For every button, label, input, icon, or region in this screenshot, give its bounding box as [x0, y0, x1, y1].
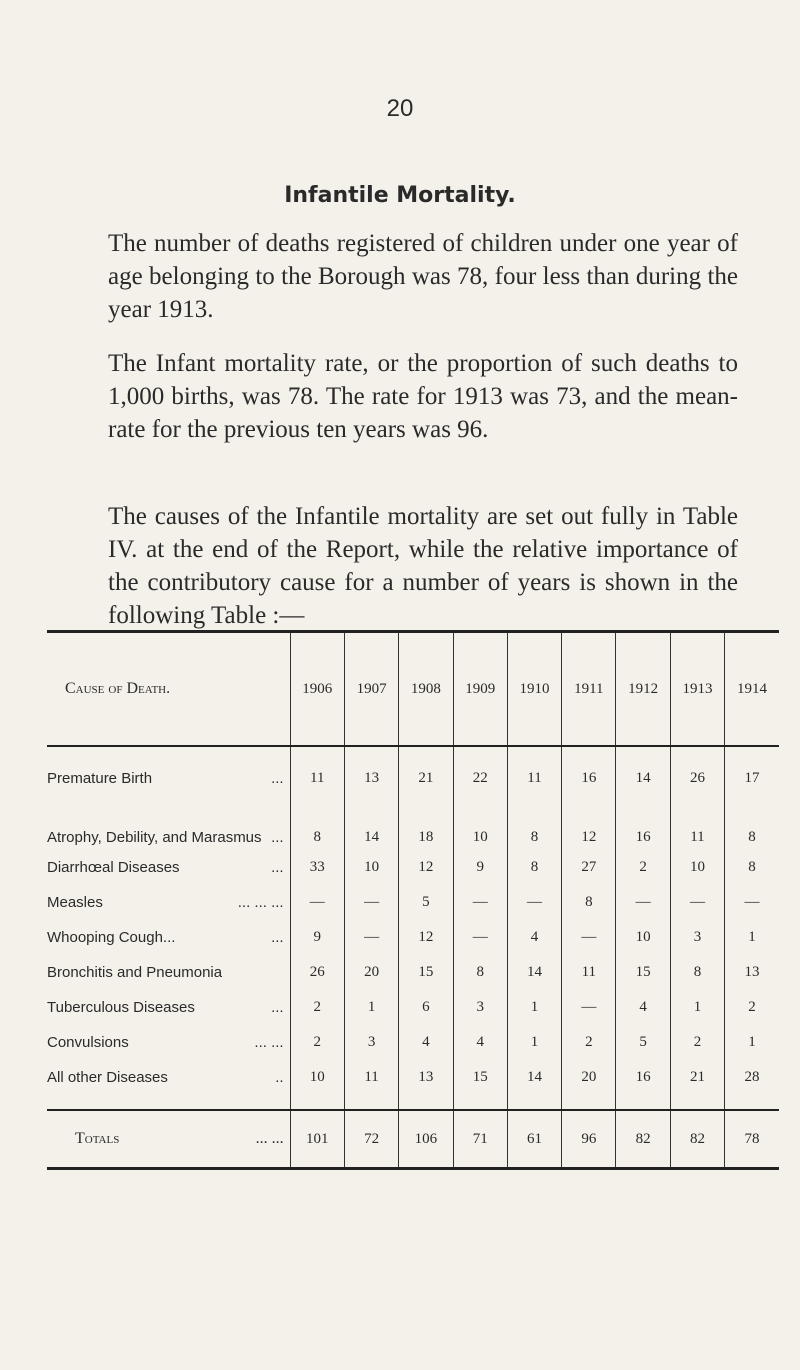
dot-leader: ...	[271, 829, 284, 846]
dot-leader: ...	[271, 770, 284, 787]
value-cell: 8	[290, 796, 344, 850]
cause-label: Bronchitis and Pneumonia	[47, 964, 223, 981]
value-cell: 20	[344, 955, 398, 990]
value-cell: —	[453, 920, 507, 955]
value-cell: 20	[562, 1060, 616, 1110]
value-cell: 12	[562, 796, 616, 850]
value-cell: 1	[670, 990, 724, 1025]
value-cell: 13	[344, 746, 398, 796]
totals-row	[47, 1110, 779, 1167]
value-cell: 13	[725, 955, 779, 990]
value-cell: 12	[399, 920, 453, 955]
value-cell: 8	[507, 796, 561, 850]
value-cell: 4	[399, 1025, 453, 1060]
value-cell: —	[562, 920, 616, 955]
cause-cell	[47, 920, 290, 955]
table-row	[47, 746, 779, 796]
totals-label	[47, 1110, 290, 1167]
value-cell: 33	[290, 850, 344, 885]
dot-leader: ...	[271, 929, 284, 946]
cause-label: Tuberculous Diseases	[47, 999, 195, 1016]
value-cell: 6	[399, 990, 453, 1025]
value-cell: 27	[562, 850, 616, 885]
value-cell: 4	[616, 990, 670, 1025]
dot-leader: ... ...	[255, 1130, 284, 1147]
column-header-year: 1912	[616, 633, 670, 746]
value-cell: 4	[507, 920, 561, 955]
value-cell: 10	[616, 920, 670, 955]
value-cell: 5	[616, 1025, 670, 1060]
total-cell: 82	[670, 1110, 724, 1167]
column-header-year: 1910	[507, 633, 561, 746]
cause-cell	[47, 1025, 290, 1060]
value-cell: 14	[616, 746, 670, 796]
value-cell: 9	[290, 920, 344, 955]
total-cell: 72	[344, 1110, 398, 1167]
value-cell: 8	[453, 955, 507, 990]
dot-leader: ...	[271, 999, 284, 1016]
column-header-year: 1909	[453, 633, 507, 746]
value-cell: 15	[399, 955, 453, 990]
table-row	[47, 796, 779, 850]
value-cell: 21	[670, 1060, 724, 1110]
total-cell: 71	[453, 1110, 507, 1167]
value-cell: —	[344, 920, 398, 955]
cause-cell	[47, 885, 290, 920]
column-header-year: 1907	[344, 633, 398, 746]
value-cell: —	[562, 990, 616, 1025]
value-cell: 21	[399, 746, 453, 796]
value-cell: 9	[453, 850, 507, 885]
total-cell: 106	[399, 1110, 453, 1167]
value-cell: 2	[725, 990, 779, 1025]
value-cell: 1	[344, 990, 398, 1025]
cause-label: Convulsions	[47, 1034, 129, 1051]
value-cell: —	[616, 885, 670, 920]
value-cell: 8	[670, 955, 724, 990]
table-row	[47, 955, 779, 990]
value-cell: 1	[507, 1025, 561, 1060]
value-cell: 14	[507, 1060, 561, 1110]
table-row	[47, 1060, 779, 1110]
value-cell: 5	[399, 885, 453, 920]
total-cell: 78	[725, 1110, 779, 1167]
value-cell: 12	[399, 850, 453, 885]
table-row	[47, 920, 779, 955]
value-cell: 2	[290, 990, 344, 1025]
value-cell: 2	[562, 1025, 616, 1060]
value-cell: 4	[453, 1025, 507, 1060]
value-cell: 8	[725, 796, 779, 850]
total-cell: 82	[616, 1110, 670, 1167]
value-cell: 16	[616, 796, 670, 850]
value-cell: —	[344, 885, 398, 920]
cause-label: Whooping Cough...	[47, 929, 176, 946]
value-cell: 14	[507, 955, 561, 990]
cause-label: Premature Birth	[47, 770, 153, 787]
value-cell: 10	[290, 1060, 344, 1110]
table-header-row	[47, 633, 779, 746]
column-header-cause: Cause of Death.	[47, 633, 290, 746]
value-cell: 1	[507, 990, 561, 1025]
value-cell: —	[725, 885, 779, 920]
paragraph-mortality-rate: The Infant mortality rate, or the proportion of such deaths to 1,000 births, was 78. The rate for 1913 was 73, and the mean-rate for the previous ten years was 96.	[108, 350, 738, 443]
value-cell: 18	[399, 796, 453, 850]
paragraph-deaths-registered: The number of deaths registered of children under one year of age belonging to the Borough was 78, four less than during the year 1913.	[108, 230, 738, 323]
total-cell: 61	[507, 1110, 561, 1167]
section-title: Infantile Mortality.	[284, 183, 516, 208]
value-cell: 15	[616, 955, 670, 990]
column-header-year: 1913	[670, 633, 724, 746]
table-row	[47, 990, 779, 1025]
cause-label: Measles	[47, 894, 103, 911]
value-cell: 26	[290, 955, 344, 990]
value-cell: —	[290, 885, 344, 920]
value-cell: 1	[725, 1025, 779, 1060]
value-cell: 13	[399, 1060, 453, 1110]
value-cell: 11	[344, 1060, 398, 1110]
paragraph-causes: The causes of the Infantile mortality are set out fully in Table IV. at the end of the Report, while the relative importance of the contributory cause for a number of years is shown in the following Table :—	[108, 503, 738, 629]
value-cell: 2	[616, 850, 670, 885]
value-cell: 26	[670, 746, 724, 796]
value-cell: 3	[453, 990, 507, 1025]
value-cell: 28	[725, 1060, 779, 1110]
value-cell: 14	[344, 796, 398, 850]
cause-cell	[47, 796, 290, 850]
column-header-year: 1914	[725, 633, 779, 746]
value-cell: 3	[344, 1025, 398, 1060]
value-cell: 11	[562, 955, 616, 990]
cause-cell	[47, 990, 290, 1025]
value-cell: —	[507, 885, 561, 920]
value-cell: 11	[290, 746, 344, 796]
value-cell: 17	[725, 746, 779, 796]
dot-leader: ...	[271, 859, 284, 876]
column-header-year: 1911	[562, 633, 616, 746]
value-cell: 8	[562, 885, 616, 920]
total-cell: 96	[562, 1110, 616, 1167]
value-cell: 16	[562, 746, 616, 796]
value-cell: 2	[670, 1025, 724, 1060]
value-cell: 22	[453, 746, 507, 796]
value-cell: 3	[670, 920, 724, 955]
value-cell: —	[453, 885, 507, 920]
total-cell: 101	[290, 1110, 344, 1167]
page-number: 20	[386, 95, 414, 122]
cause-cell	[47, 746, 290, 796]
value-cell: 2	[290, 1025, 344, 1060]
table-row	[47, 1025, 779, 1060]
value-cell: 8	[725, 850, 779, 885]
cause-cell	[47, 955, 290, 990]
value-cell: 10	[453, 796, 507, 850]
value-cell: 10	[344, 850, 398, 885]
value-cell: —	[670, 885, 724, 920]
column-header-year: 1906	[290, 633, 344, 746]
cause-label: Diarrhœal Diseases	[47, 859, 180, 876]
cause-label: All other Diseases	[47, 1069, 168, 1086]
value-cell: 1	[725, 920, 779, 955]
table-row	[47, 850, 779, 885]
totals-label-text: Totals	[75, 1130, 120, 1147]
column-header-year: 1908	[399, 633, 453, 746]
value-cell: 16	[616, 1060, 670, 1110]
dot-leader: ..	[275, 1069, 284, 1086]
mortality-table	[47, 630, 779, 1170]
table-row	[47, 885, 779, 920]
value-cell: 11	[670, 796, 724, 850]
value-cell: 11	[507, 746, 561, 796]
value-cell: 10	[670, 850, 724, 885]
cause-cell	[47, 850, 290, 885]
cause-cell	[47, 1060, 290, 1110]
dot-leader: ... ...	[254, 1034, 284, 1051]
dot-leader: ... ... ...	[237, 894, 284, 911]
value-cell: 8	[507, 850, 561, 885]
cause-label: Atrophy, Debility, and Marasmus	[47, 829, 262, 846]
value-cell: 15	[453, 1060, 507, 1110]
